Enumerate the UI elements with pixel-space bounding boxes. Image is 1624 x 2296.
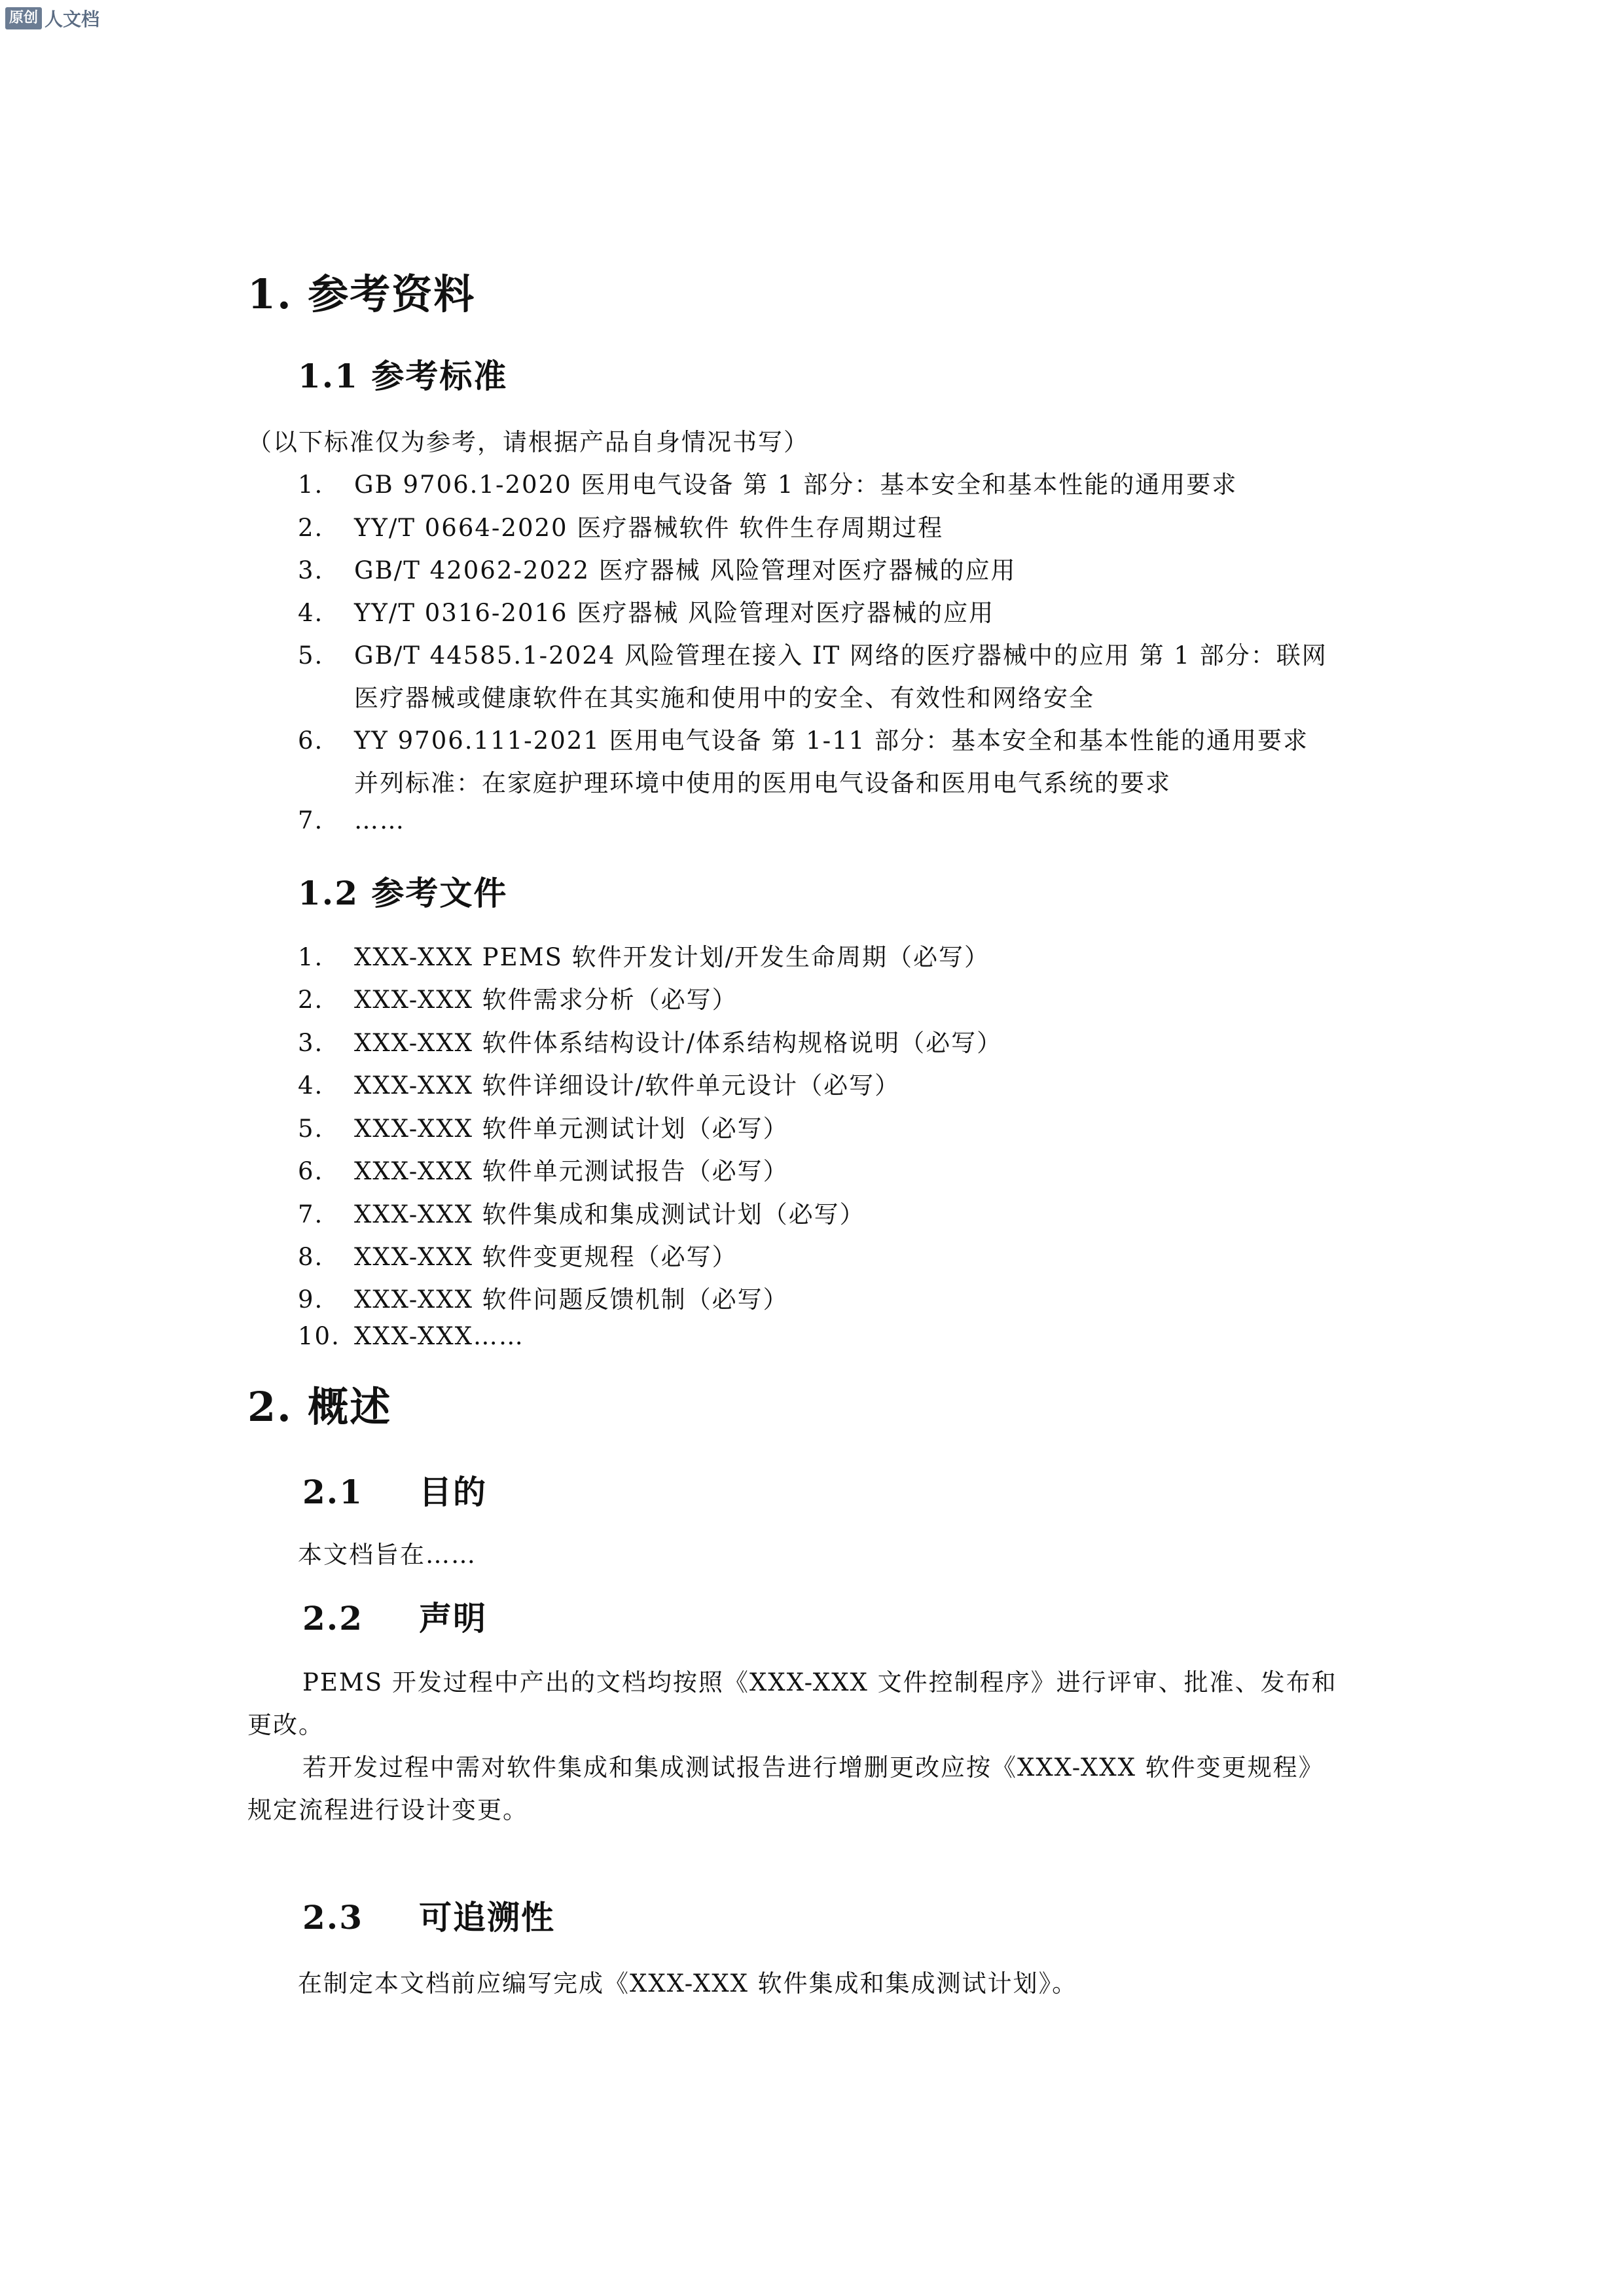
item-text: …… xyxy=(354,806,405,834)
standard-item-continuation: 医疗器械或健康软件在其实施和使用中的安全、有效性和网络安全 xyxy=(354,684,1094,712)
traceability-text: 在制定本文档前应编写完成《XXX-XXX 软件集成和集成测试计划》。 xyxy=(298,1969,1078,1998)
section-1-2-title: 1.2 参考文件 xyxy=(298,874,508,912)
item-text: GB/T 44585.1-2024 风险管理在接入 IT 网络的医疗器械中的应用 第 1 部分：联网 xyxy=(354,641,1327,670)
item-number: 3. xyxy=(298,1029,324,1057)
item-text: GB/T 42062-2022 医疗器械 风险管理对医疗器械的应用 xyxy=(354,556,1017,584)
watermark-mark: 原创 xyxy=(5,7,42,29)
reference-item xyxy=(298,1322,524,1350)
standard-item-continuation: 并列标准：在家庭护理环境中使用的医用电气设备和医用电气系统的要求 xyxy=(354,769,1171,797)
item-number: 7. xyxy=(298,806,324,834)
item-number: 5. xyxy=(298,641,324,670)
reference-item xyxy=(298,937,990,973)
reference-item xyxy=(298,1151,789,1187)
item-text: XXX-XXX 软件单元测试报告（必写） xyxy=(354,1157,789,1185)
statement-paragraph-2-cont: 规定流程进行设计变更。 xyxy=(247,1796,528,1824)
section-2-3-heading xyxy=(302,1892,555,1939)
reference-item xyxy=(298,1280,789,1315)
item-number: 2. xyxy=(298,986,324,1014)
section-number: 2.2 xyxy=(302,1599,363,1638)
section-1-1-title: 1.1 参考标准 xyxy=(298,357,508,395)
item-text: XXX-XXX PEMS 软件开发计划/开发生命周期（必写） xyxy=(354,943,990,971)
section-1-title: 1. 参考资料 xyxy=(247,270,476,318)
item-text: YY 9706.111-2021 医用电气设备 第 1-11 部分：基本安全和基本性能的通用要求 xyxy=(354,726,1308,755)
item-text: YY/T 0664-2020 医疗器械软件 软件生存周期过程 xyxy=(354,514,944,542)
item-text: XXX-XXX 软件体系结构设计/体系结构规格说明（必写） xyxy=(354,1029,1003,1057)
standard-item xyxy=(298,721,1308,756)
item-number: 1. xyxy=(298,943,324,971)
item-number: 6. xyxy=(298,1157,324,1185)
standard-item xyxy=(298,465,1237,500)
statement-paragraph-1: PEMS 开发过程中产出的文档均按照《XXX-XXX 文件控制程序》进行评审、批准、发布和 xyxy=(302,1668,1337,1696)
item-text: XXX-XXX 软件变更规程（必写） xyxy=(354,1243,738,1271)
item-number: 3. xyxy=(298,556,324,584)
reference-item xyxy=(298,1194,865,1230)
item-number: 8. xyxy=(298,1243,324,1271)
item-number: 10. xyxy=(298,1322,340,1350)
item-text: GB 9706.1-2020 医用电气设备 第 1 部分：基本安全和基本性能的通用要求 xyxy=(354,471,1238,499)
statement-paragraph-1-cont: 更改。 xyxy=(247,1711,324,1739)
item-text: XXX-XXX 软件需求分析（必写） xyxy=(354,986,738,1014)
standard-item xyxy=(298,508,943,543)
standards-note: （以下标准仅为参考，请根据产品自身情况书写） xyxy=(247,428,809,456)
section-2-2-heading xyxy=(302,1592,487,1640)
item-text: XXX-XXX 软件单元测试计划（必写） xyxy=(354,1115,789,1143)
item-number: 9. xyxy=(298,1285,324,1314)
watermark-text: 人文档 xyxy=(45,9,100,30)
item-number: 4. xyxy=(298,1071,324,1100)
section-title: 目的 xyxy=(419,1473,487,1511)
standard-item xyxy=(298,806,405,834)
item-number: 5. xyxy=(298,1115,324,1143)
item-text: XXX-XXX 软件问题反馈机制（必写） xyxy=(354,1285,789,1314)
reference-item xyxy=(298,1109,789,1144)
purpose-text: 本文档旨在…… xyxy=(298,1541,477,1569)
section-number: 2.3 xyxy=(302,1898,363,1937)
reference-item xyxy=(298,1066,900,1101)
item-number: 6. xyxy=(298,726,324,755)
section-number: 2.1 xyxy=(302,1473,363,1511)
section-2-title: 2. 概述 xyxy=(247,1383,392,1431)
item-text: XXX-XXX 软件详细设计/软件单元设计（必写） xyxy=(354,1071,901,1100)
section-title: 声明 xyxy=(419,1599,487,1638)
reference-item xyxy=(298,1023,1002,1058)
reference-item xyxy=(298,980,738,1015)
item-number: 7. xyxy=(298,1200,324,1229)
item-number: 2. xyxy=(298,514,324,542)
standard-item xyxy=(298,593,994,628)
section-title: 可追溯性 xyxy=(419,1898,555,1937)
standard-item xyxy=(298,550,1017,586)
statement-paragraph-2: 若开发过程中需对软件集成和集成测试报告进行增删更改应按《XXX-XXX 软件变更规程》 xyxy=(302,1753,1324,1782)
item-number: 4. xyxy=(298,599,324,627)
reference-item xyxy=(298,1237,738,1272)
standard-item xyxy=(298,636,1327,671)
section-2-1-heading xyxy=(302,1466,487,1513)
item-number: 1. xyxy=(298,471,324,499)
item-text: XXX-XXX…… xyxy=(354,1322,524,1350)
item-text: XXX-XXX 软件集成和集成测试计划（必写） xyxy=(354,1200,865,1229)
item-text: YY/T 0316-2016 医疗器械 风险管理对医疗器械的应用 xyxy=(354,599,995,627)
